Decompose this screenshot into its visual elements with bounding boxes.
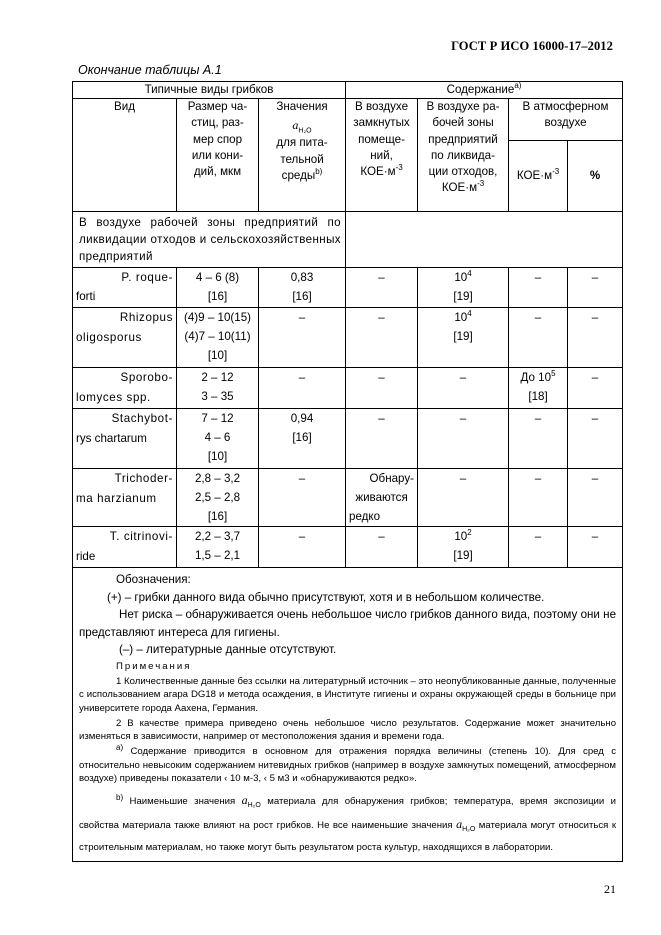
species-name: T. citrinovi- ride: [73, 527, 177, 568]
closed-cell: –: [346, 368, 418, 409]
atm-cell: До $10^5$ [18]: [509, 368, 568, 409]
notes-block: [73, 568, 623, 862]
atm-cell: –: [509, 308, 568, 368]
section-title-blank: [346, 212, 623, 268]
col-head-size: Размер ча- стиц, раз- мер спор или кони- дий, мкм: [177, 99, 259, 212]
group-head-content: Содержание$^{a)}$: [346, 82, 623, 99]
aw-cell: –: [259, 368, 346, 409]
atm-cell: –: [509, 409, 568, 469]
size-cell: 2 – 12 3 – 35: [177, 368, 259, 409]
closed-cell: –: [346, 527, 418, 568]
document-id: ГОСТ Р ИСО 16000-17–2012: [451, 39, 613, 53]
note-a: $^{a)}$ Содержание приводится в основном для отражения порядка величины (степень 10). Для сред с относительно невысоким содержанием нитевидных грибков (например в воздухе замкнутых помещений, атмосферном воздухе) приведены показатели ‹ 10 м-3, ‹ 5 м3 и «обнаруживаются редко».: [79, 743, 617, 785]
atm-cell: –: [509, 527, 568, 568]
table-row: [73, 469, 623, 527]
page-number: 21: [604, 882, 616, 896]
table-row: [73, 409, 623, 469]
col-head-work-zone: В воздухе ра- бочей зоны предприятий по ликвида- ции отходов, $КОЕ\cdot м^{-3}$: [418, 99, 509, 212]
work-cell: –: [418, 409, 509, 469]
table-row: [73, 308, 623, 368]
table-row: [73, 268, 623, 308]
col-head-species: Вид: [73, 99, 177, 212]
pct-cell: –: [568, 409, 623, 469]
species-name: Trichoder- ma harzianum: [73, 469, 177, 527]
closed-cell: –: [346, 268, 418, 308]
pct-cell: –: [568, 368, 623, 409]
table-caption: Окончание таблицы А.1: [78, 63, 222, 77]
work-cell: $10^4$ [19]: [418, 268, 509, 308]
species-name: Sporobo- lomyces spp.: [73, 368, 177, 409]
aw-cell: –: [259, 527, 346, 568]
size-cell: 2,2 – 3,7 1,5 – 2,1: [177, 527, 259, 568]
size-cell: 2,8 – 3,2 2,5 – 2,8 [16]: [177, 469, 259, 527]
table-row: [73, 527, 623, 568]
note-2: 2 В качестве примера приведено очень небольшое число результатов. Содержание может значительно изменяться в зависимости, например от местоположения здания и времени года.: [79, 717, 617, 743]
aw-cell: –: [259, 308, 346, 368]
col-head-atmospheric: В атмосферном воздухе: [509, 99, 623, 140]
size-cell: 4 – 6 (8) [16]: [177, 268, 259, 308]
col-head-closed-rooms: В воздухе замкнутых помеще- ний, $КОЕ\cdot м^{-3}$: [346, 99, 418, 212]
legend-no-risk: Нет риска – обнаруживается очень небольшое число грибков данного вида, поэтому они не представляют интереса для гигиены.: [79, 608, 617, 639]
pct-cell: –: [568, 469, 623, 527]
fungi-table: [72, 81, 623, 862]
size-cell: 7 – 12 4 – 6 [10]: [177, 409, 259, 469]
pct-cell: –: [568, 527, 623, 568]
atm-cell: –: [509, 268, 568, 308]
section-title: В воздухе рабочей зоны предприятий по ликвидации отходов и сельскохозяйственных предприятий: [73, 212, 346, 268]
aw-cell: 0,94 [16]: [259, 409, 346, 469]
species-name: Stachybot- rys chartarum: [73, 409, 177, 469]
size-cell: (4)9 – 10(15) (4)7 – 10(11) [10]: [177, 308, 259, 368]
col-head-atm-koe: $КОЕ\cdot м^{-3}$: [509, 140, 568, 212]
col-head-atm-percent: %: [568, 140, 623, 212]
legend-minus: (–) – литературные данные отсутствуют.: [119, 643, 337, 657]
group-head-fungi: Типичные виды грибков: [73, 82, 346, 99]
pct-cell: –: [568, 268, 623, 308]
species-name: P. roque- forti: [73, 268, 177, 308]
work-cell: –: [418, 368, 509, 409]
work-cell: $10^4$ [19]: [418, 308, 509, 368]
col-head-water-activity: Значения $a_{H_2O}$ для пита- тельной среды$^{b)}$: [259, 99, 346, 212]
pct-cell: –: [568, 308, 623, 368]
legend-plus: (+) – грибки данного вида обычно присутствуют, хотя и в небольшом количестве.: [107, 590, 545, 604]
notes-title: Примечания: [116, 660, 192, 672]
aw-cell: 0,83 [16]: [259, 268, 346, 308]
note-1: 1 Количественные данные без ссылки на литературный источник – это неопубликованные данные, полученные с использованием агара DG18 и метода осаждения, в Институте гигиены и охраны окружающей среды в больнице при университете города Аахена, Германия.: [79, 676, 617, 714]
species-name: Rhizopus oligosporus: [73, 308, 177, 368]
work-cell: –: [418, 469, 509, 527]
legend-title: Обозначения:: [116, 573, 191, 587]
work-cell: $10^2$ [19]: [418, 527, 509, 568]
note-b: $^{b)}$ Наименьшие значения $a_{H_2O}$ материала для обнаружения грибков; температура, время экспозиции и свойства материала также влияют на рост грибков. Не все наименьшие значения $a_{H_2O}$ материала могут относиться к строительным материалам, но также могут быть результатом роста культур, находящихся в лаборатории.: [79, 793, 617, 854]
closed-cell: –: [346, 308, 418, 368]
aw-cell: –: [259, 469, 346, 527]
table-row: [73, 368, 623, 409]
closed-cell: Обнару- живаются редко: [346, 469, 418, 527]
atm-cell: –: [509, 469, 568, 527]
closed-cell: –: [346, 409, 418, 469]
